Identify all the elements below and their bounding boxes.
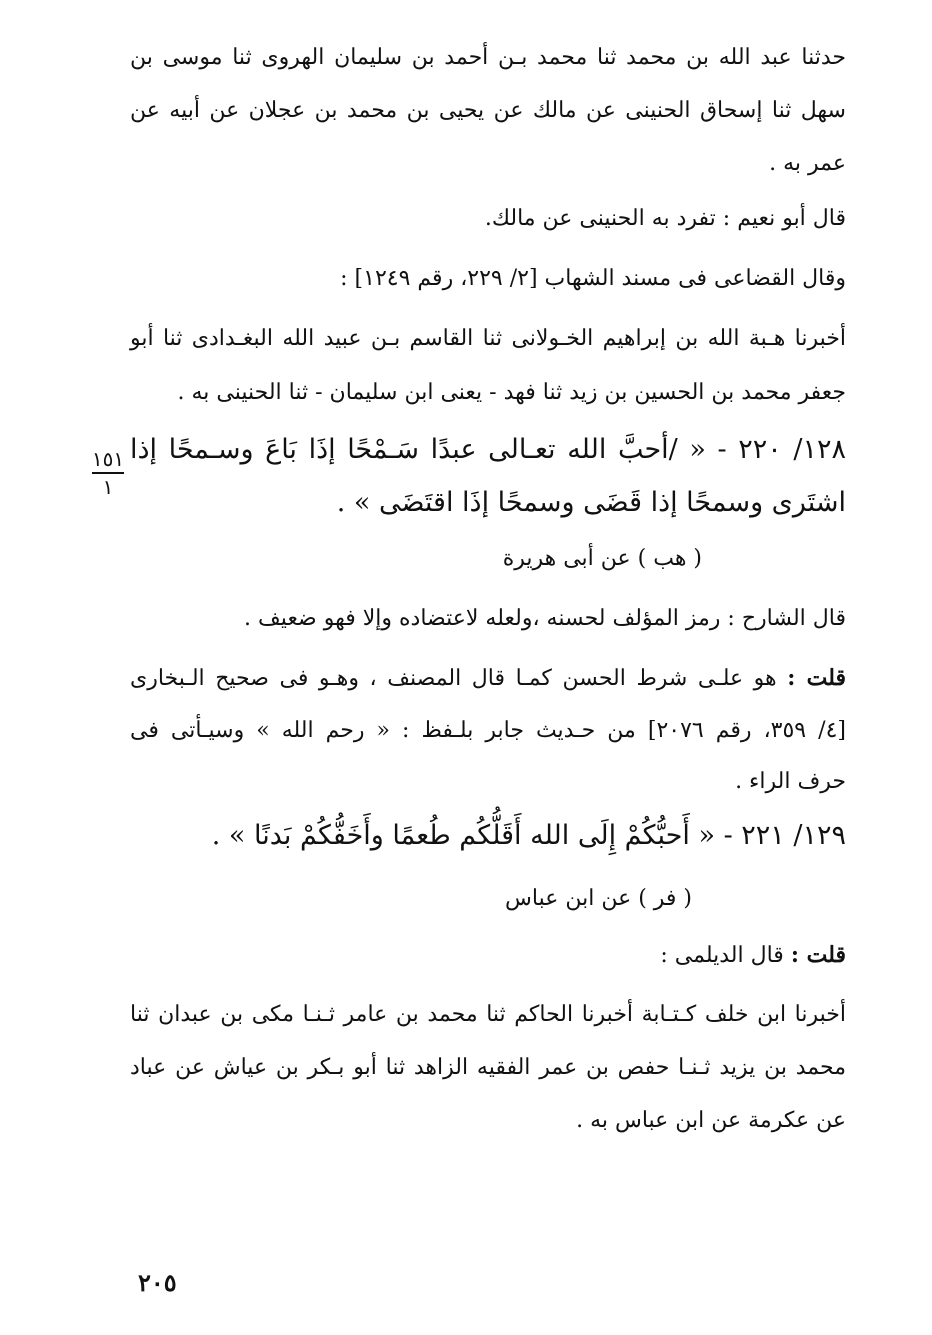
qult-label: قلت : bbox=[790, 942, 846, 968]
margin-page-reference bbox=[88, 448, 128, 498]
text-line: سهل ثنا إسحاق الحنينى عن مالك عن يحيى بن محمد بن عجلان عن أبيه عن bbox=[130, 98, 846, 123]
qult-text: هو علـى شرط الحسن كمـا قال المصنف ، وهـو فى صحيح الـبخارى bbox=[130, 666, 777, 691]
page-number: ٢٠٥ bbox=[138, 1268, 177, 1297]
text-line: جعفر محمد بن الحسين بن زيد ثنا فهد - يعنى ابن سليمان - ثنا الحنينى به . bbox=[177, 380, 846, 405]
text-line: محمد بن يزيد ثـنـا حفص بن عمر الفقيه الزاهد ثنا أبو بـكر بن عياش عن عباد bbox=[130, 1055, 846, 1080]
text-line: عن عكرمة عن ابن عباس به . bbox=[576, 1108, 846, 1133]
text-line: عمر به . bbox=[769, 151, 846, 176]
margin-ref-bottom: ١ bbox=[102, 475, 114, 499]
margin-ref-divider bbox=[92, 472, 124, 474]
author-note-line bbox=[130, 940, 846, 971]
author-note-line bbox=[130, 663, 846, 694]
text-line: حدثنا عبد الله بن محمد ثنا محمد بـن أحمد بن سليمان الهروى ثنا موسى بن bbox=[130, 45, 846, 70]
margin-ref-top: ١٥١ bbox=[91, 447, 125, 471]
hadith-source: ( هب ) عن أبى هريرة bbox=[502, 546, 702, 571]
commentator-note: قال الشارح : رمز المؤلف لحسنه ،ولعله لاعتضاده وإلا فهو ضعيف . bbox=[244, 606, 846, 631]
hadith-line: ١٢٩/ ٢٢١ - « أَحبُّكُمْ إِلَى الله أَقَلُّكُم طُعمًا وأَخَفُّكُمْ بَدنًا » . bbox=[211, 820, 846, 851]
hadith-source: ( فر ) عن ابن عباس bbox=[505, 886, 692, 911]
qult-text: قال الديلمى : bbox=[660, 943, 784, 968]
hadith-line: ١٢٨/ ٢٢٠ - « /أحبَّ الله تعـالى عبدًا سَـمْحًا إذَا بَاعَ وسـمحًا إذا bbox=[130, 434, 846, 465]
text-line: أخبرنا هـبة الله بن إبراهيم الخـولانى ثنا القاسم بـن عبيد الله البغـدادى ثنا أبو bbox=[130, 326, 846, 351]
text-line: وقال القضاعى فى مسند الشهاب [٢/ ٢٢٩، رقم ١٢٤٩] : bbox=[340, 266, 846, 291]
hadith-line: اشتَرى وسمحًا إذا قَضَى وسمحًا إذَا اقتَضَى » . bbox=[336, 487, 846, 518]
text-line: أخبرنا ابن خلف كـتـابة أخبرنا الحاكم ثنا محمد بن عامر ثـنـا مكى بن عبدان ثنا bbox=[130, 1002, 846, 1027]
author-note-line: حرف الراء . bbox=[735, 769, 846, 794]
author-note-line: [٤/ ٣٥٩، رقم ٢٠٧٦] من حـديث جابر بلـفظ : « رحم الله » وسيـأتى فى bbox=[130, 718, 846, 743]
text-line: قال أبو نعيم : تفرد به الحنينى عن مالك. bbox=[484, 206, 846, 231]
qult-label: قلت : bbox=[787, 665, 846, 691]
